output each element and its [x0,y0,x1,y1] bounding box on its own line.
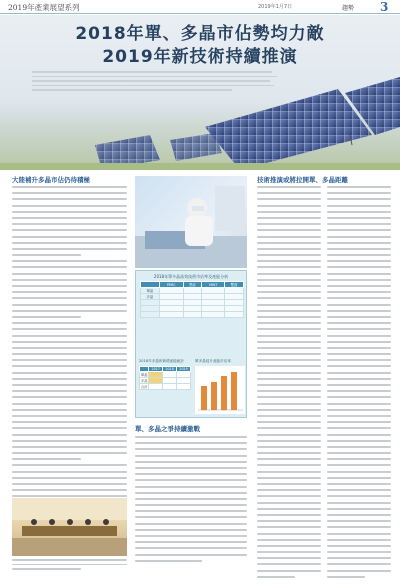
page-number: 3 [380,0,389,14]
table-cell: 合計 [140,385,148,389]
card-title: 2018年單多晶高效技術市佔率及產能分析 [153,274,229,279]
table-header: PERC [159,282,183,288]
right-column-heading: 技術推演或將拉開單、多晶距離 [257,176,348,184]
factory-worker-photo [135,176,247,268]
table-cell: 單晶 [140,373,148,377]
headline-line-1: 2018年單、多晶市佔勢均力敵 [75,24,325,44]
bottom-section-heading: 單、多晶之爭持續激戰 [135,425,200,433]
table-cell [159,312,183,318]
table-cell [177,384,191,390]
table-cell: 多晶 [141,294,160,300]
left-column-heading: 大陸補升多晶市佔仍待積極 [12,176,90,184]
table-header: 2019 [177,367,191,372]
table-header: 雙面 [225,282,244,288]
section-label: 趨勢 [342,5,355,12]
table-header: 2017 [149,367,163,372]
technology-share-card [135,270,247,418]
table-cell [183,312,202,318]
table-row [141,312,244,318]
hero-banner [0,15,400,170]
table-cell [141,312,160,318]
table-cell: 多晶 [140,379,148,383]
headline-line-2: 2019年新技術持續推演 [102,47,298,67]
lede-paragraph [32,68,282,94]
table-cell: 單晶 [141,288,160,294]
table-header: 2018 [163,367,177,372]
table-header: MWT [202,282,225,288]
series-title: 2019年產業展望系列 [8,3,80,12]
conference-photo-caption [12,559,127,573]
table-cell [149,384,163,390]
mini-chart-right-caption: 單多晶硅片產能市佔率 [195,359,231,363]
table-cell [202,312,225,318]
mini-chart-right [195,366,245,414]
page-header [0,0,400,14]
table-cell [163,384,177,390]
table-row [140,384,191,390]
middle-column-text [135,436,247,566]
left-column-text [12,186,127,508]
right-column-text-b [327,186,391,582]
mini-table-left-caption: 2018年多晶矽新增產能統計 [139,359,185,363]
conference-photo [12,498,127,556]
table-cell [225,312,244,318]
right-column-text-a [257,186,321,582]
technology-table [140,281,244,318]
issue-date: 2019年1月7日 [258,4,293,10]
mini-table-left [139,366,191,390]
table-header: 黑硅 [183,282,202,288]
